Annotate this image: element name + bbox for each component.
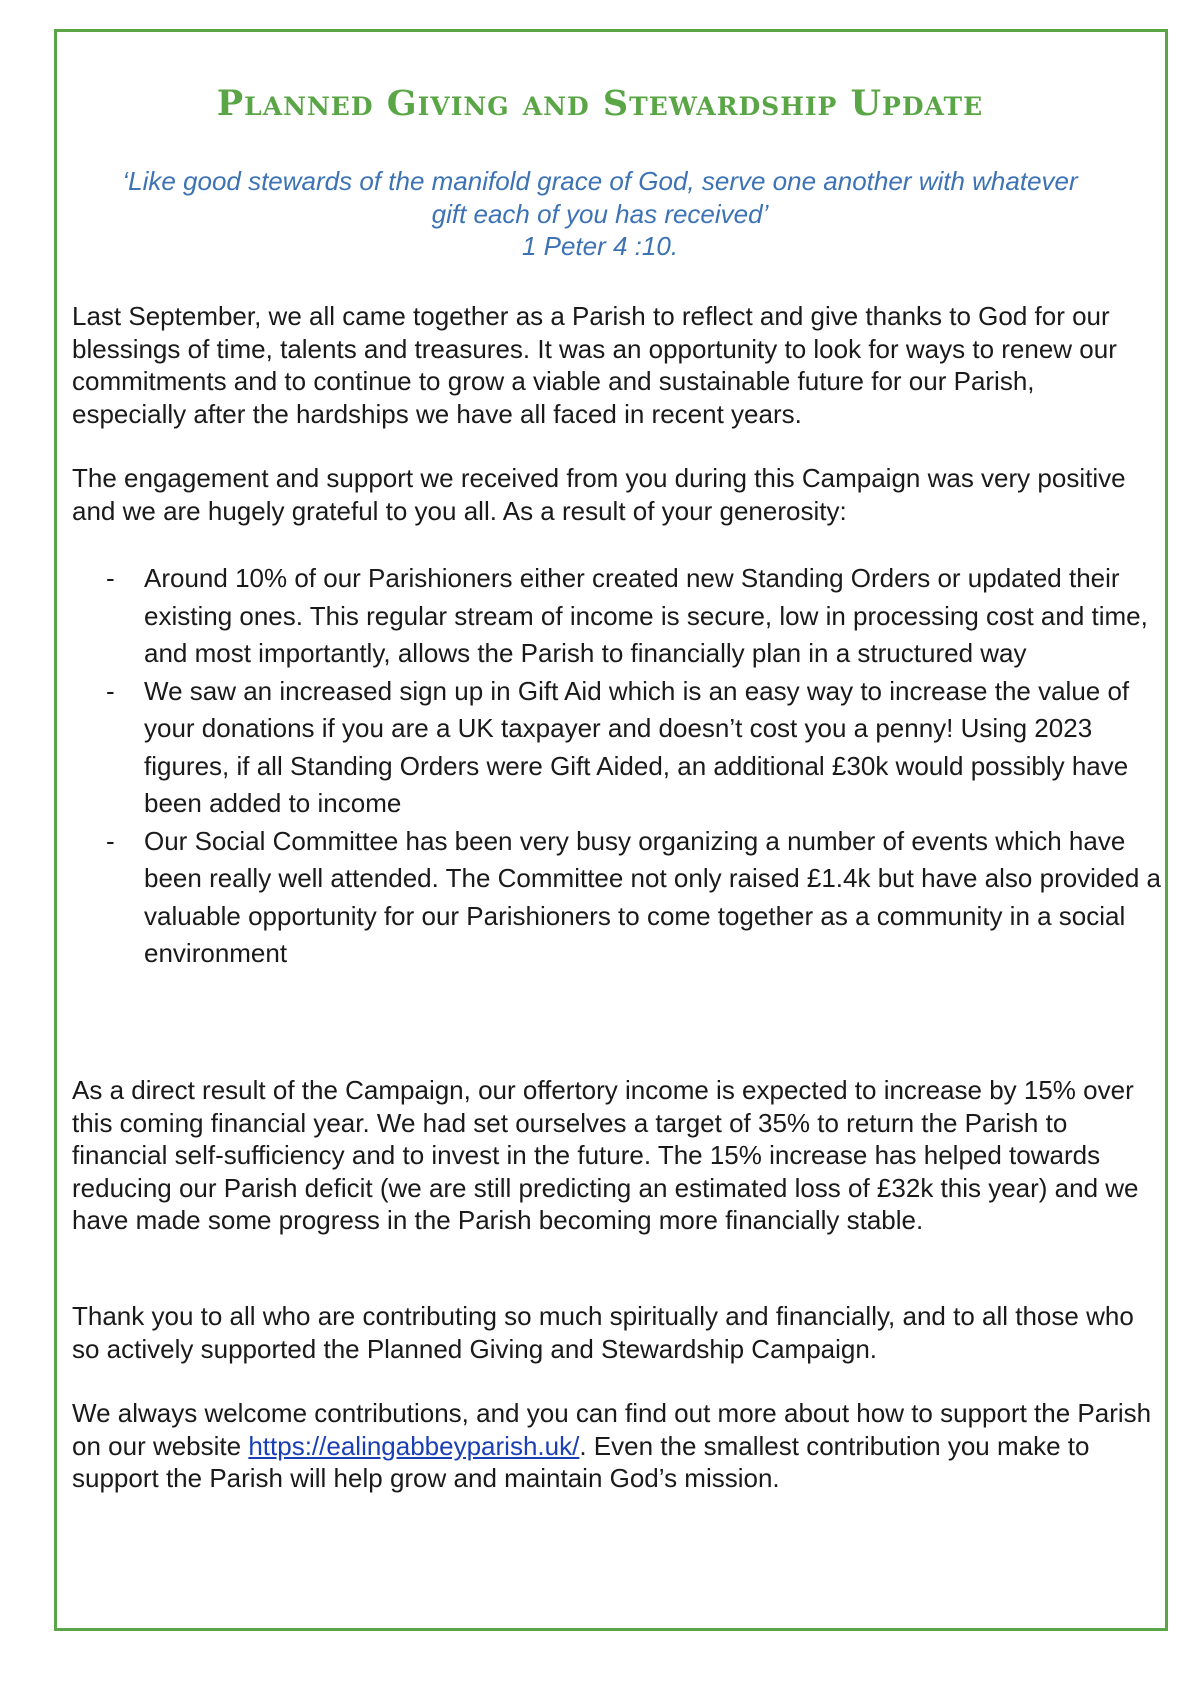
list-item xyxy=(72,673,1162,823)
quote-reference: 1 Peter 4 :10. xyxy=(521,231,679,261)
contributions-text-before: We always welcome contributions, and you can find out more about how to support the Parish on our website xyxy=(72,1398,1152,1461)
list-dash: - xyxy=(106,563,115,593)
thank-you-paragraph: Thank you to all who are contributing so much spiritually and financially, and to all those who so actively supported the Planned Giving and Stewardship Campaign. xyxy=(72,1301,1134,1364)
intro-paragraph: Last September, we all came together as a Parish to reflect and give thanks to God for our blessings of time, talents and treasures. It was an opportunity to look for ways to renew our commitments and to continue to grow a viable and sustainable future for our Parish, especially after the hardships we have all faced in recent years. xyxy=(72,301,1117,429)
engagement-paragraph: The engagement and support we received from you during this Campaign was very positive and we are hugely grateful to you all. As a result of your generosity: xyxy=(72,463,1126,526)
list-item-text: We saw an increased sign up in Gift Aid which is an easy way to increase the value of your donations if you are a UK taxpayer and doesn’t cost you a penny! Using 2023 figures, if all Standing Orders were Gift Aided, an additional £30k would possibly have been added to income xyxy=(144,675,1130,818)
list-item-text: Our Social Committee has been very busy organizing a number of events which have been really well attended. The Committee not only raised £1.4k but have also provided a valuable opportunity for our Parishioners to come together as a community in a social environment xyxy=(144,825,1162,968)
list-item xyxy=(72,823,1162,973)
website-link[interactable]: https://ealingabbeyparish.uk/ xyxy=(248,1430,580,1461)
results-list xyxy=(72,560,1162,973)
list-item-text: Around 10% of our Parishioners either created new Standing Orders or updated their existing ones. This regular stream of income is secure, low in processing cost and time, and most importantly, allows the Parish to financially plan in a structured way xyxy=(144,563,1148,668)
list-dash: - xyxy=(106,675,115,706)
campaign-result-paragraph: As a direct result of the Campaign, our offertory income is expected to increase by 15% over this coming financial year. We had set ourselves a target of 35% to return the Parish to financial self-sufficiency and to invest in the future. The 15% increase has helped towards reducing our Parish deficit (we are still predicting an estimated loss of £32k this year) and we have made some progress in the Parish becoming more financially stable. xyxy=(72,1075,1139,1235)
contributions-text-after: . Even the smallest contribution you make to support the Parish will help grow and maintain God’s mission. xyxy=(72,1430,1090,1493)
page-title: Planned Giving and Stewardship Update xyxy=(216,83,984,124)
scripture-quote xyxy=(0,165,1200,263)
quote-line-2: gift each of you has received’ xyxy=(431,198,769,229)
list-dash: - xyxy=(106,825,115,856)
contributions-paragraph xyxy=(72,1397,1152,1495)
list-item xyxy=(72,560,1162,673)
quote-line-1: ‘Like good stewards of the manifold grace of God, serve one another with whatever xyxy=(122,166,1078,196)
